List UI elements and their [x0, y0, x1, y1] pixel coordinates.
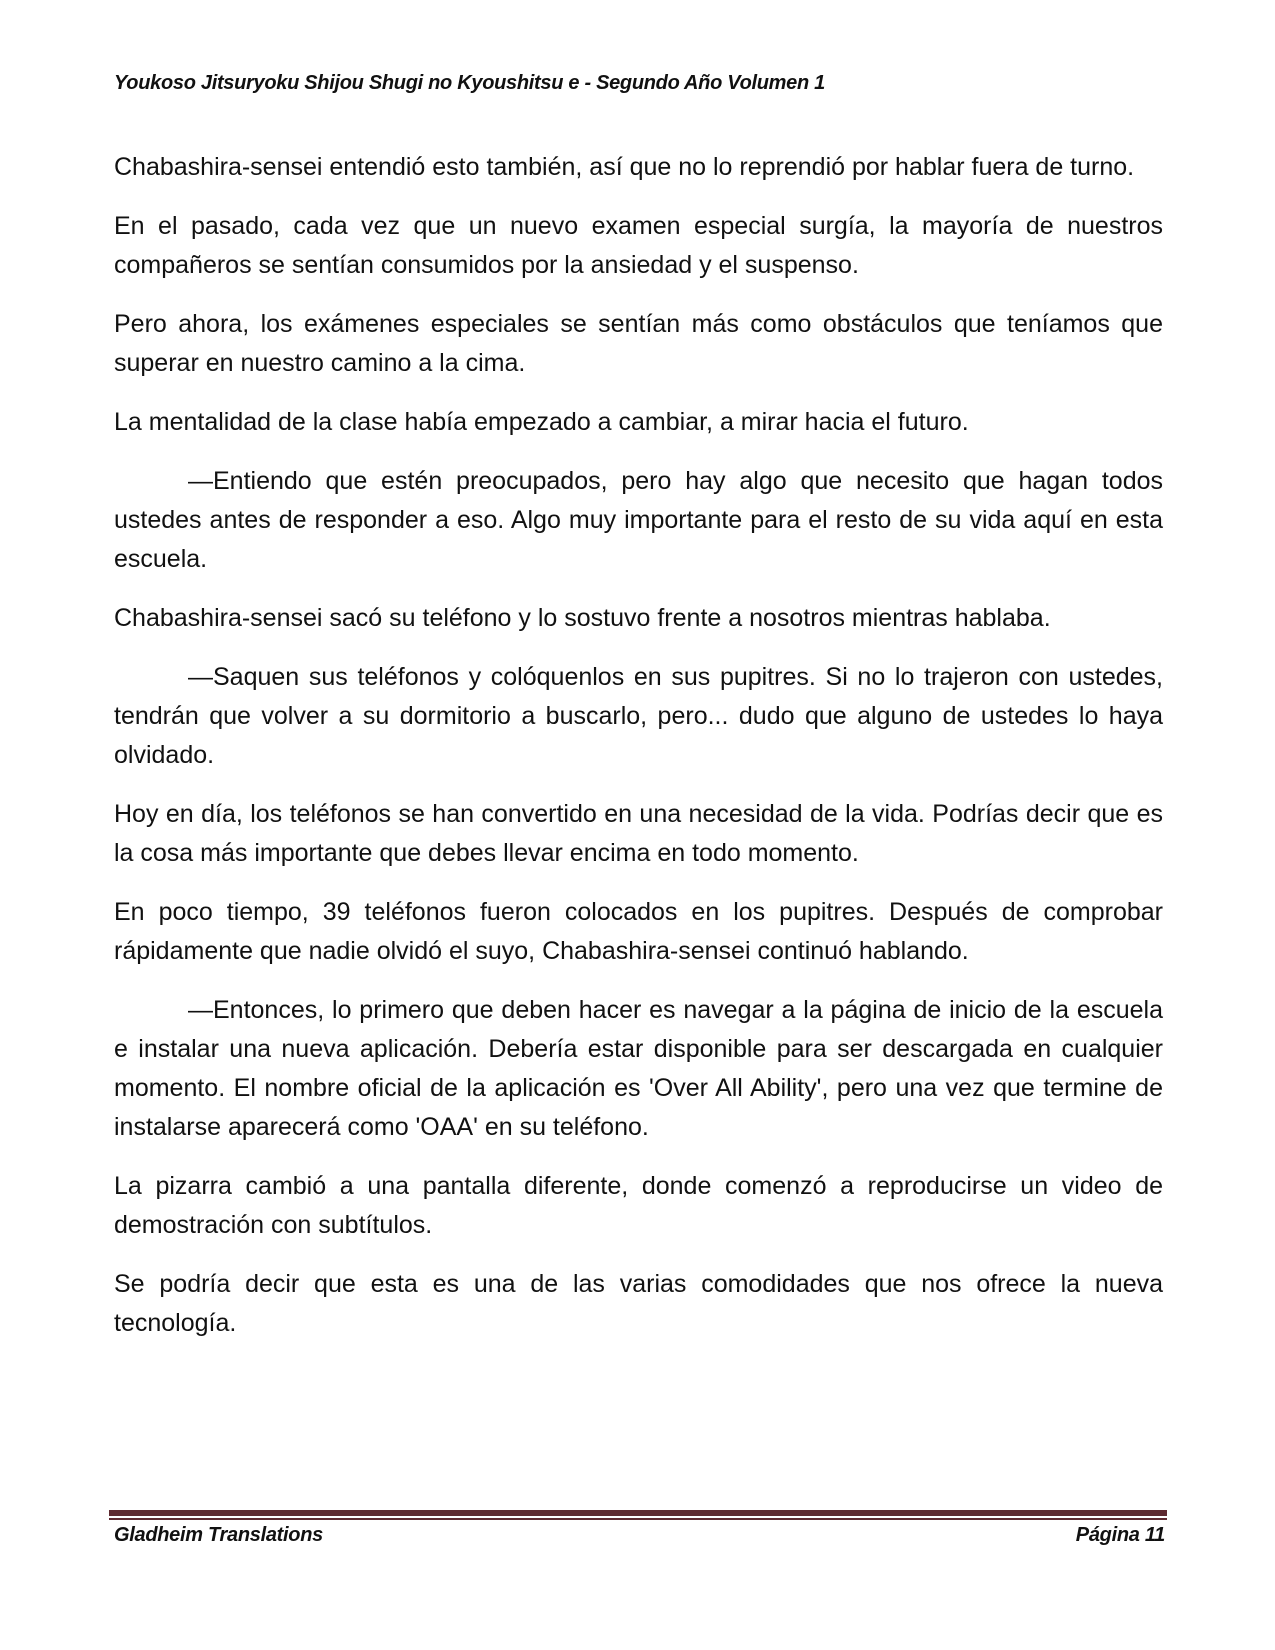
dialogue-paragraph: —Entiendo que estén preocupados, pero hay algo que necesito que hagan todos ustedes antes de responder a eso. Algo muy importante para el resto de su vida aquí en esta escuela. [114, 467, 1163, 573]
paragraph: La pizarra cambió a una pantalla diferente, donde comenzó a reproducirse un video de demostración con subtítulos. [114, 1172, 1163, 1239]
paragraph: Pero ahora, los exámenes especiales se sentían más como obstáculos que teníamos que superar en nuestro camino a la cima. [114, 310, 1163, 377]
page-body [114, 148, 1163, 1363]
paragraph: Hoy en día, los teléfonos se han convertido en una necesidad de la vida. Podrías decir que es la cosa más importante que debes llevar encima en todo momento. [114, 800, 1163, 867]
dialogue-paragraph: —Saquen sus teléfonos y colóquenlos en sus pupitres. Si no lo trajeron con ustedes, tendrán que volver a su dormitorio a buscarlo, pero... dudo que alguno de ustedes lo haya olvidado. [114, 663, 1163, 769]
paragraph: En poco tiempo, 39 teléfonos fueron colocados en los pupitres. Después de comprobar rápidamente que nadie olvidó el suyo, Chabashira-sensei continuó hablando. [114, 898, 1163, 965]
running-header: Youkoso Jitsuryoku Shijou Shugi no Kyoushitsu e - Segundo Año Volumen 1 [114, 72, 825, 94]
page-number: Página 11 [1075, 1524, 1165, 1546]
footer-rule [109, 1510, 1167, 1520]
dialogue-paragraph: —Entonces, lo primero que deben hacer es navegar a la página de inicio de la escuela e instalar una nueva aplicación. Debería estar disponible para ser descargada en cualquier momento. El nombre oficial de la aplicación es 'Over All Ability', pero una vez que termine de instalarse aparecerá como 'OAA' en su teléfono. [114, 996, 1163, 1141]
paragraph: Chabashira-sensei entendió esto también, así que no lo reprendió por hablar fuera de turno. [114, 153, 1135, 181]
paragraph: Se podría decir que esta es una de las varias comodidades que nos ofrece la nueva tecnología. [114, 1270, 1163, 1337]
paragraph: En el pasado, cada vez que un nuevo examen especial surgía, la mayoría de nuestros compañeros se sentían consumidos por la ansiedad y el suspenso. [114, 212, 1163, 279]
paragraph: Chabashira-sensei sacó su teléfono y lo sostuvo frente a nosotros mientras hablaba. [114, 604, 1051, 632]
paragraph: La mentalidad de la clase había empezado a cambiar, a mirar hacia el futuro. [114, 408, 969, 436]
footer-rule-thick [109, 1510, 1167, 1516]
footer-credit: Gladheim Translations [114, 1524, 323, 1546]
footer-rule-thin [109, 1518, 1167, 1520]
